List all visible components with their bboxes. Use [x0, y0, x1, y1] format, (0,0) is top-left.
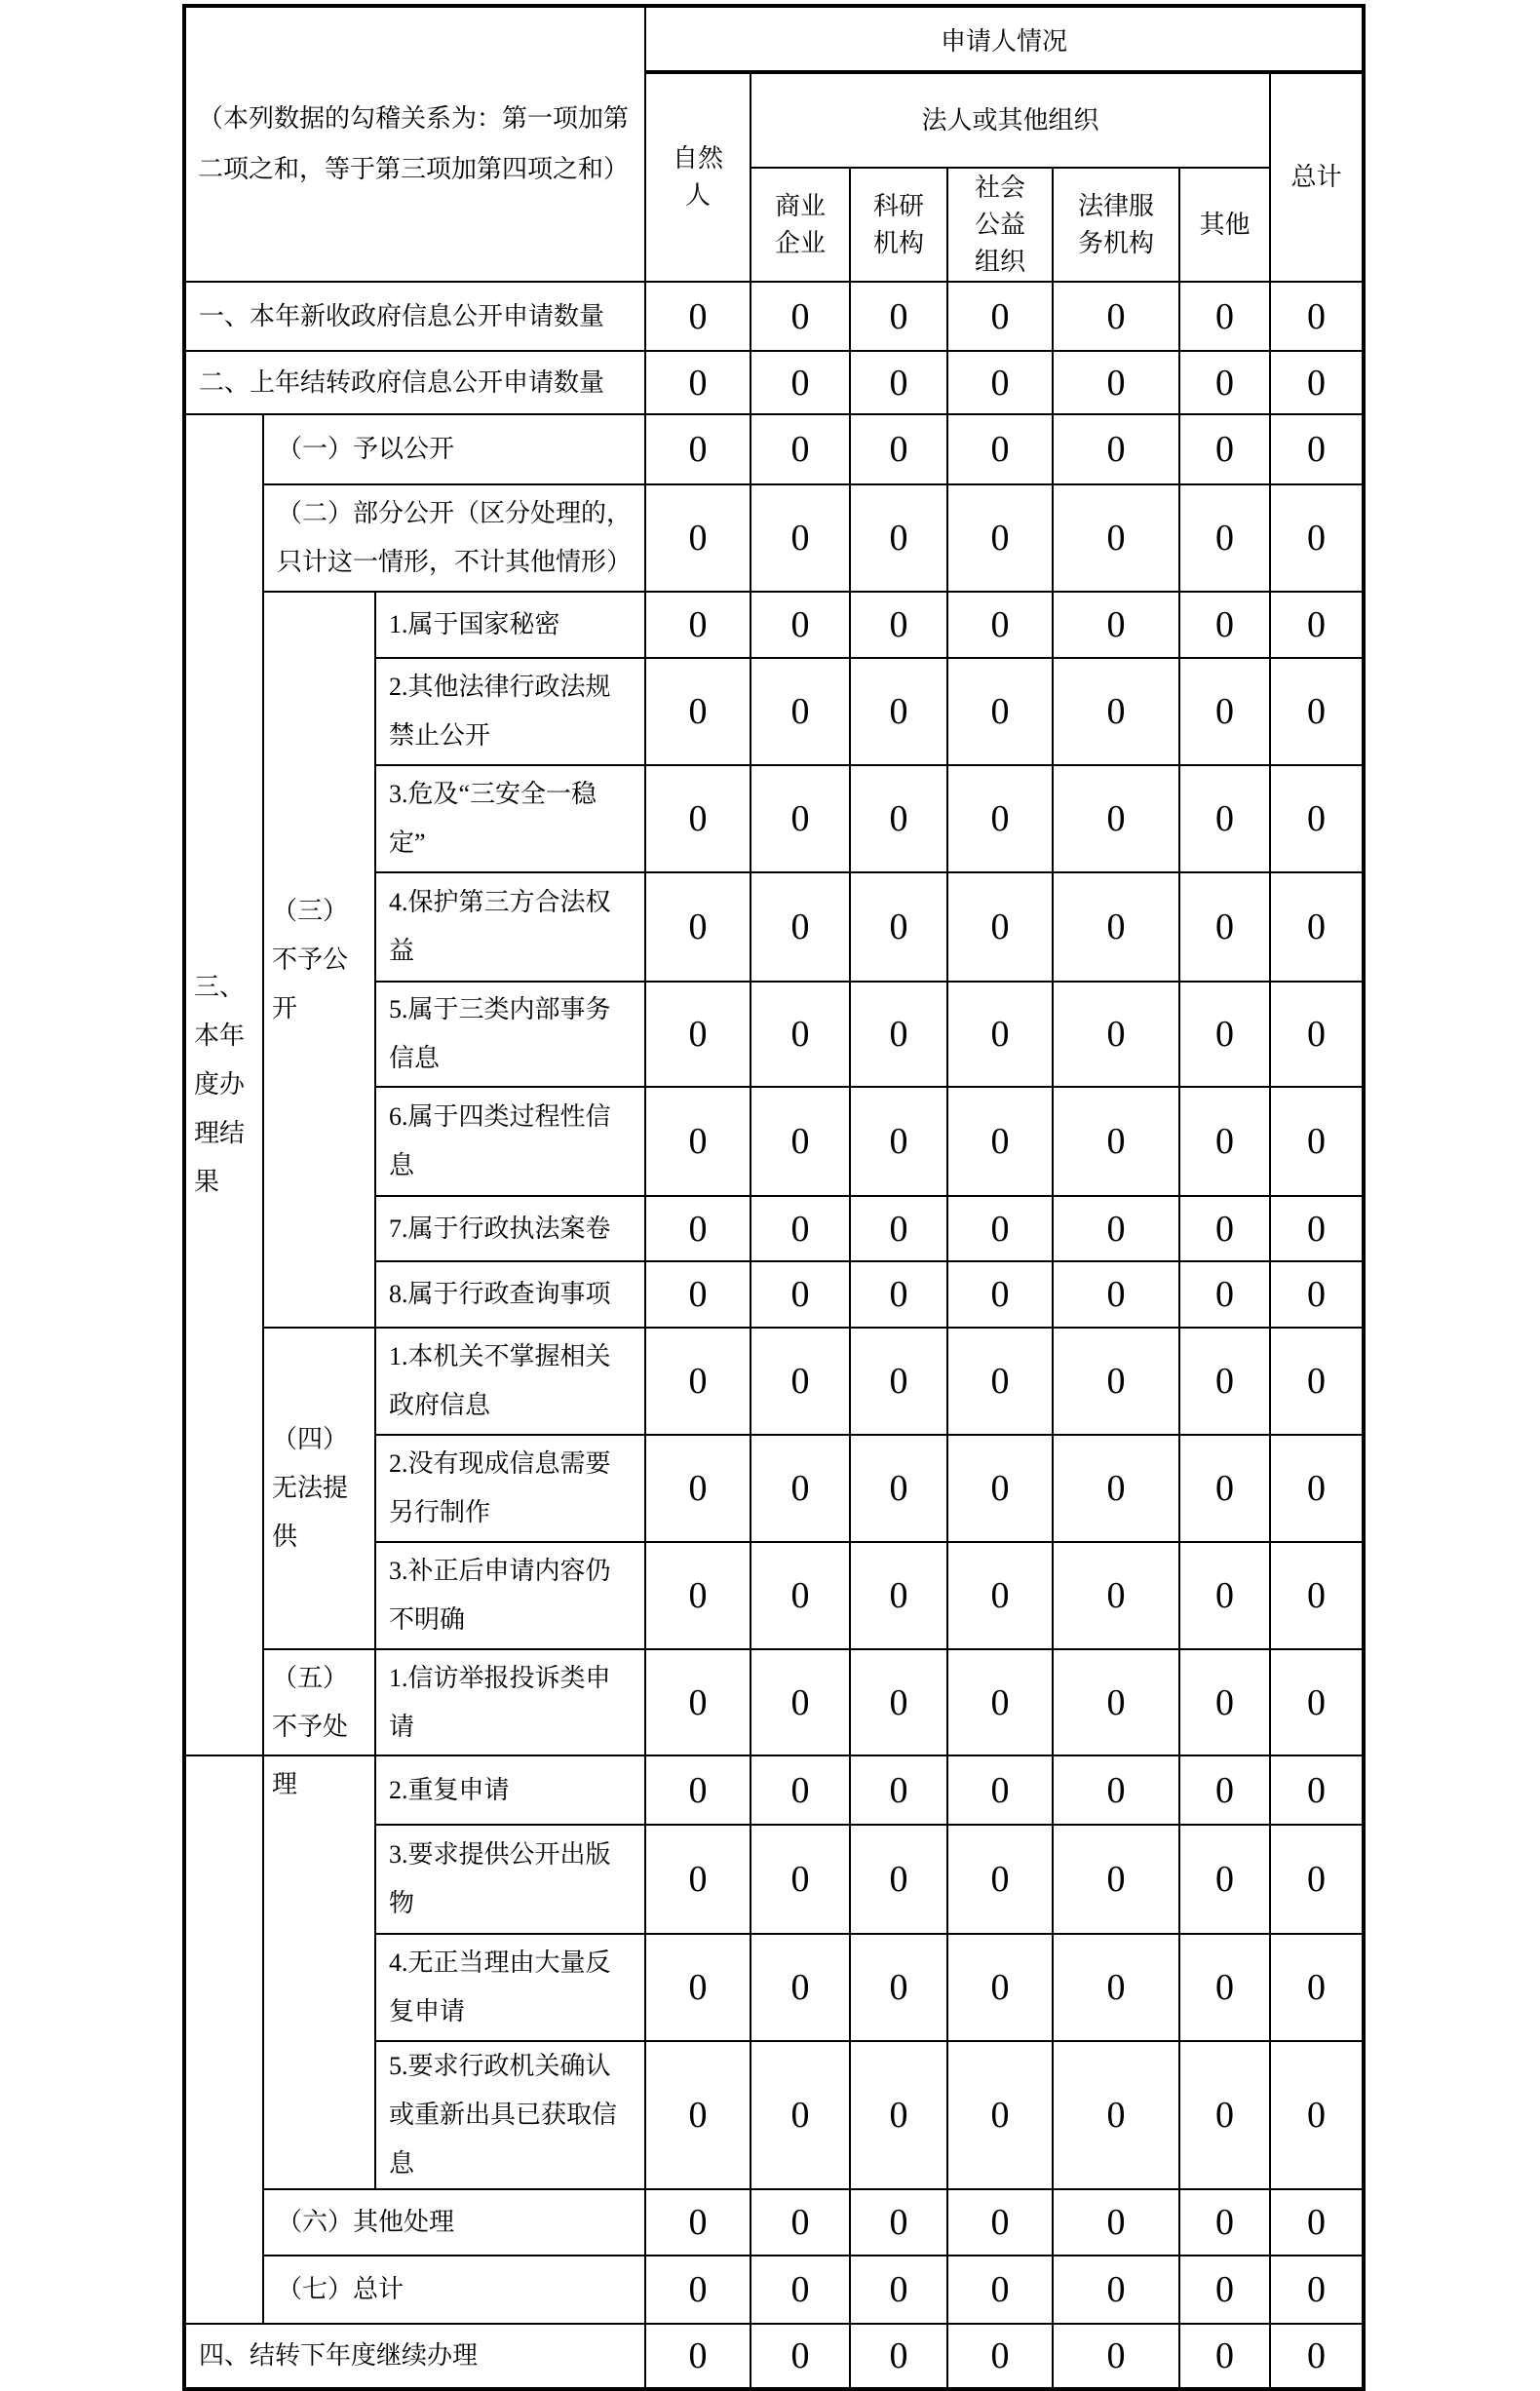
value-cell-r4-c4: 0	[1053, 592, 1179, 658]
value-cell-r4-c5: 0	[1179, 592, 1270, 658]
value-cell-r3-c3: 0	[947, 484, 1053, 592]
value-cell-r22-c0: 0	[645, 2324, 751, 2389]
value-cell-r19-c0: 0	[645, 2041, 751, 2189]
value-cell-r12-c2: 0	[850, 1328, 947, 1435]
reconciliation-note: （本列数据的勾稽关系为：第一项加第二项之和，等于第三项加第四项之和）	[184, 6, 645, 282]
value-cell-r13-c1: 0	[751, 1435, 850, 1542]
table-row	[184, 2256, 1364, 2324]
row-label-partially-disclosed: （二）部分公开（区分处理的，只计这一情形，不计其他情形）	[263, 484, 645, 592]
row-label-repeat-request: 2.重复申请	[375, 1755, 645, 1825]
value-cell-r6-c0: 0	[645, 765, 751, 872]
value-cell-r18-c2: 0	[850, 1934, 947, 2041]
row-label-public-publication: 3.要求提供公开出版物	[375, 1825, 645, 1934]
value-cell-r15-c0: 0	[645, 1649, 751, 1755]
value-cell-r18-c1: 0	[751, 1934, 850, 2041]
value-cell-r10-c5: 0	[1179, 1196, 1270, 1261]
value-cell-r21-c2: 0	[850, 2256, 947, 2324]
section-not-processed: （五）不予处	[263, 1649, 375, 1755]
value-cell-r2-c5: 0	[1179, 414, 1270, 484]
value-cell-r10-c3: 0	[947, 1196, 1053, 1261]
value-cell-r14-c0: 0	[645, 1542, 751, 1649]
row-label-unjustified-repeat: 4.无正当理由大量反复申请	[375, 1934, 645, 2041]
value-cell-r8-c1: 0	[751, 982, 850, 1087]
value-cell-r1-c6: 0	[1270, 351, 1364, 414]
value-cell-r15-c3: 0	[947, 1649, 1053, 1755]
section-not-disclosed: （三）不予公开	[263, 592, 375, 1328]
value-cell-r3-c0: 0	[645, 484, 751, 592]
value-cell-r22-c3: 0	[947, 2324, 1053, 2389]
value-cell-r4-c2: 0	[850, 592, 947, 658]
table-row	[184, 1649, 1364, 1755]
value-cell-r20-c1: 0	[751, 2189, 850, 2256]
value-cell-r10-c6: 0	[1270, 1196, 1364, 1261]
value-cell-r1-c1: 0	[751, 351, 850, 414]
value-cell-r10-c4: 0	[1053, 1196, 1179, 1261]
value-cell-r21-c1: 0	[751, 2256, 850, 2324]
value-cell-r10-c1: 0	[751, 1196, 850, 1261]
value-cell-r7-c1: 0	[751, 872, 850, 982]
section-year-results: 三、本年度办理结果	[184, 414, 263, 1755]
value-cell-r2-c6: 0	[1270, 414, 1364, 484]
value-cell-r17-c4: 0	[1053, 1825, 1179, 1934]
value-cell-r17-c3: 0	[947, 1825, 1053, 1934]
value-cell-r16-c1: 0	[751, 1755, 850, 1825]
value-cell-r0-c2: 0	[850, 282, 947, 351]
value-cell-r8-c4: 0	[1053, 982, 1179, 1087]
value-cell-r17-c1: 0	[751, 1825, 850, 1934]
value-cell-r2-c4: 0	[1053, 414, 1179, 484]
value-cell-r11-c4: 0	[1053, 1261, 1179, 1328]
row-label-process-info: 6.属于四类过程性信息	[375, 1087, 645, 1196]
value-cell-r11-c6: 0	[1270, 1261, 1364, 1328]
value-cell-r3-c1: 0	[751, 484, 850, 592]
table-row	[184, 2324, 1364, 2389]
value-cell-r19-c1: 0	[751, 2041, 850, 2189]
value-cell-r11-c1: 0	[751, 1261, 850, 1328]
value-cell-r18-c0: 0	[645, 1934, 751, 2041]
value-cell-r1-c4: 0	[1053, 351, 1179, 414]
header-other: 其他	[1179, 168, 1270, 282]
value-cell-r1-c0: 0	[645, 351, 751, 414]
value-cell-r9-c4: 0	[1053, 1087, 1179, 1196]
header-legal-org-group: 法人或其他组织	[751, 72, 1270, 168]
value-cell-r11-c2: 0	[850, 1261, 947, 1328]
row-label-third-party-rights: 4.保护第三方合法权益	[375, 872, 645, 982]
value-cell-r14-c4: 0	[1053, 1542, 1179, 1649]
value-cell-r8-c6: 0	[1270, 982, 1364, 1087]
value-cell-r5-c6: 0	[1270, 658, 1364, 765]
row-label-info-not-held: 1.本机关不掌握相关政府信息	[375, 1328, 645, 1435]
value-cell-r15-c1: 0	[751, 1649, 850, 1755]
value-cell-r2-c3: 0	[947, 414, 1053, 484]
table-row	[184, 2189, 1364, 2256]
value-cell-r7-c6: 0	[1270, 872, 1364, 982]
value-cell-r0-c0: 0	[645, 282, 751, 351]
row-label-new-requests: 一、本年新收政府信息公开申请数量	[184, 282, 645, 351]
value-cell-r12-c6: 0	[1270, 1328, 1364, 1435]
value-cell-r12-c0: 0	[645, 1328, 751, 1435]
value-cell-r21-c3: 0	[947, 2256, 1053, 2324]
value-cell-r0-c1: 0	[751, 282, 850, 351]
value-cell-r16-c6: 0	[1270, 1755, 1364, 1825]
header-natural-person: 自然人	[645, 72, 751, 282]
table-row	[184, 1755, 1364, 1825]
value-cell-r2-c1: 0	[751, 414, 850, 484]
value-cell-r8-c5: 0	[1179, 982, 1270, 1087]
value-cell-r11-c0: 0	[645, 1261, 751, 1328]
row-label-state-secret: 1.属于国家秘密	[375, 592, 645, 658]
disclosure-request-table	[182, 4, 1366, 2391]
value-cell-r11-c3: 0	[947, 1261, 1053, 1328]
section-year-results-continued	[184, 1755, 263, 2324]
value-cell-r19-c2: 0	[850, 2041, 947, 2189]
value-cell-r6-c2: 0	[850, 765, 947, 872]
value-cell-r12-c4: 0	[1053, 1328, 1179, 1435]
value-cell-r3-c4: 0	[1053, 484, 1179, 592]
value-cell-r15-c5: 0	[1179, 1649, 1270, 1755]
row-label-carry-to-next-year: 四、结转下年度继续办理	[184, 2324, 645, 2389]
section-not-processed-continued: 理	[263, 1755, 375, 2189]
value-cell-r6-c6: 0	[1270, 765, 1364, 872]
value-cell-r0-c6: 0	[1270, 282, 1364, 351]
row-label-disclosed: （一）予以公开	[263, 414, 645, 484]
table-row	[184, 414, 1364, 484]
value-cell-r9-c6: 0	[1270, 1087, 1364, 1196]
value-cell-r12-c3: 0	[947, 1328, 1053, 1435]
value-cell-r17-c5: 0	[1179, 1825, 1270, 1934]
value-cell-r9-c3: 0	[947, 1087, 1053, 1196]
value-cell-r16-c2: 0	[850, 1755, 947, 1825]
value-cell-r6-c4: 0	[1053, 765, 1179, 872]
row-label-carried-over: 二、上年结转政府信息公开申请数量	[184, 351, 645, 414]
value-cell-r14-c5: 0	[1179, 1542, 1270, 1649]
value-cell-r1-c5: 0	[1179, 351, 1270, 414]
table-row	[184, 282, 1364, 351]
value-cell-r9-c2: 0	[850, 1087, 947, 1196]
row-label-admin-query: 8.属于行政查询事项	[375, 1261, 645, 1328]
value-cell-r7-c3: 0	[947, 872, 1053, 982]
value-cell-r8-c3: 0	[947, 982, 1053, 1087]
value-cell-r2-c0: 0	[645, 414, 751, 484]
row-label-still-unclear: 3.补正后申请内容仍不明确	[375, 1542, 645, 1649]
value-cell-r5-c2: 0	[850, 658, 947, 765]
value-cell-r6-c3: 0	[947, 765, 1053, 872]
value-cell-r6-c5: 0	[1179, 765, 1270, 872]
value-cell-r20-c3: 0	[947, 2189, 1053, 2256]
value-cell-r21-c5: 0	[1179, 2256, 1270, 2324]
value-cell-r22-c1: 0	[751, 2324, 850, 2389]
value-cell-r10-c2: 0	[850, 1196, 947, 1261]
value-cell-r17-c0: 0	[645, 1825, 751, 1934]
value-cell-r21-c6: 0	[1270, 2256, 1364, 2324]
value-cell-r22-c5: 0	[1179, 2324, 1270, 2389]
value-cell-r13-c2: 0	[850, 1435, 947, 1542]
header-row-1	[184, 6, 1364, 72]
value-cell-r7-c4: 0	[1053, 872, 1179, 982]
row-label-petition-complaint: 1.信访举报投诉类申请	[375, 1649, 645, 1755]
row-label-enforcement-files: 7.属于行政执法案卷	[375, 1196, 645, 1261]
value-cell-r13-c6: 0	[1270, 1435, 1364, 1542]
value-cell-r9-c1: 0	[751, 1087, 850, 1196]
header-legal-service-org: 法律服务机构	[1053, 168, 1179, 282]
value-cell-r15-c4: 0	[1053, 1649, 1179, 1755]
value-cell-r10-c0: 0	[645, 1196, 751, 1261]
value-cell-r12-c5: 0	[1179, 1328, 1270, 1435]
value-cell-r18-c4: 0	[1053, 1934, 1179, 2041]
value-cell-r18-c5: 0	[1179, 1934, 1270, 2041]
value-cell-r5-c3: 0	[947, 658, 1053, 765]
row-label-subtotal: （七）总计	[263, 2256, 645, 2324]
value-cell-r20-c2: 0	[850, 2189, 947, 2256]
value-cell-r21-c4: 0	[1053, 2256, 1179, 2324]
value-cell-r13-c5: 0	[1179, 1435, 1270, 1542]
value-cell-r0-c3: 0	[947, 282, 1053, 351]
value-cell-r5-c1: 0	[751, 658, 850, 765]
value-cell-r5-c0: 0	[645, 658, 751, 765]
header-applicant-status: 申请人情况	[645, 6, 1364, 72]
value-cell-r21-c0: 0	[645, 2256, 751, 2324]
value-cell-r4-c1: 0	[751, 592, 850, 658]
value-cell-r7-c5: 0	[1179, 872, 1270, 982]
row-label-confirm-obtained-info: 5.要求行政机关确认或重新出具已获取信息	[375, 2041, 645, 2189]
value-cell-r5-c5: 0	[1179, 658, 1270, 765]
value-cell-r8-c0: 0	[645, 982, 751, 1087]
value-cell-r3-c6: 0	[1270, 484, 1364, 592]
value-cell-r6-c1: 0	[751, 765, 850, 872]
value-cell-r13-c3: 0	[947, 1435, 1053, 1542]
value-cell-r22-c4: 0	[1053, 2324, 1179, 2389]
value-cell-r7-c0: 0	[645, 872, 751, 982]
value-cell-r22-c6: 0	[1270, 2324, 1364, 2389]
value-cell-r20-c5: 0	[1179, 2189, 1270, 2256]
value-cell-r16-c4: 0	[1053, 1755, 1179, 1825]
row-label-law-prohibited: 2.其他法律行政法规禁止公开	[375, 658, 645, 765]
value-cell-r19-c6: 0	[1270, 2041, 1364, 2189]
value-cell-r2-c2: 0	[850, 414, 947, 484]
header-research-institution: 科研机构	[850, 168, 947, 282]
value-cell-r4-c0: 0	[645, 592, 751, 658]
value-cell-r14-c1: 0	[751, 1542, 850, 1649]
value-cell-r22-c2: 0	[850, 2324, 947, 2389]
value-cell-r20-c0: 0	[645, 2189, 751, 2256]
value-cell-r1-c3: 0	[947, 351, 1053, 414]
header-social-welfare-org: 社会公益组织	[947, 168, 1053, 282]
row-label-other-handling: （六）其他处理	[263, 2189, 645, 2256]
value-cell-r17-c2: 0	[850, 1825, 947, 1934]
section-unable-to-provide: （四）无法提供	[263, 1328, 375, 1649]
value-cell-r9-c0: 0	[645, 1087, 751, 1196]
value-cell-r16-c0: 0	[645, 1755, 751, 1825]
value-cell-r7-c2: 0	[850, 872, 947, 982]
row-label-needs-creation: 2.没有现成信息需要另行制作	[375, 1435, 645, 1542]
value-cell-r18-c3: 0	[947, 1934, 1053, 2041]
value-cell-r20-c6: 0	[1270, 2189, 1364, 2256]
table-row	[184, 351, 1364, 414]
value-cell-r14-c6: 0	[1270, 1542, 1364, 1649]
value-cell-r14-c2: 0	[850, 1542, 947, 1649]
table-row	[184, 1328, 1364, 1435]
value-cell-r8-c2: 0	[850, 982, 947, 1087]
value-cell-r13-c0: 0	[645, 1435, 751, 1542]
value-cell-r4-c3: 0	[947, 592, 1053, 658]
value-cell-r4-c6: 0	[1270, 592, 1364, 658]
value-cell-r0-c5: 0	[1179, 282, 1270, 351]
value-cell-r0-c4: 0	[1053, 282, 1179, 351]
value-cell-r5-c4: 0	[1053, 658, 1179, 765]
value-cell-r20-c4: 0	[1053, 2189, 1179, 2256]
value-cell-r19-c4: 0	[1053, 2041, 1179, 2189]
row-label-endanger-safety: 3.危及“三安全一稳定”	[375, 765, 645, 872]
value-cell-r9-c5: 0	[1179, 1087, 1270, 1196]
value-cell-r18-c6: 0	[1270, 1934, 1364, 2041]
value-cell-r14-c3: 0	[947, 1542, 1053, 1649]
value-cell-r1-c2: 0	[850, 351, 947, 414]
value-cell-r12-c1: 0	[751, 1328, 850, 1435]
value-cell-r3-c5: 0	[1179, 484, 1270, 592]
table-row	[184, 484, 1364, 592]
value-cell-r11-c5: 0	[1179, 1261, 1270, 1328]
value-cell-r17-c6: 0	[1270, 1825, 1364, 1934]
row-label-internal-affairs: 5.属于三类内部事务信息	[375, 982, 645, 1087]
value-cell-r19-c5: 0	[1179, 2041, 1270, 2189]
value-cell-r15-c6: 0	[1270, 1649, 1364, 1755]
header-total: 总计	[1270, 72, 1364, 282]
value-cell-r19-c3: 0	[947, 2041, 1053, 2189]
value-cell-r13-c4: 0	[1053, 1435, 1179, 1542]
value-cell-r15-c2: 0	[850, 1649, 947, 1755]
value-cell-r16-c3: 0	[947, 1755, 1053, 1825]
table-row	[184, 592, 1364, 658]
value-cell-r16-c5: 0	[1179, 1755, 1270, 1825]
header-commercial-enterprise: 商业企业	[751, 168, 850, 282]
value-cell-r3-c2: 0	[850, 484, 947, 592]
